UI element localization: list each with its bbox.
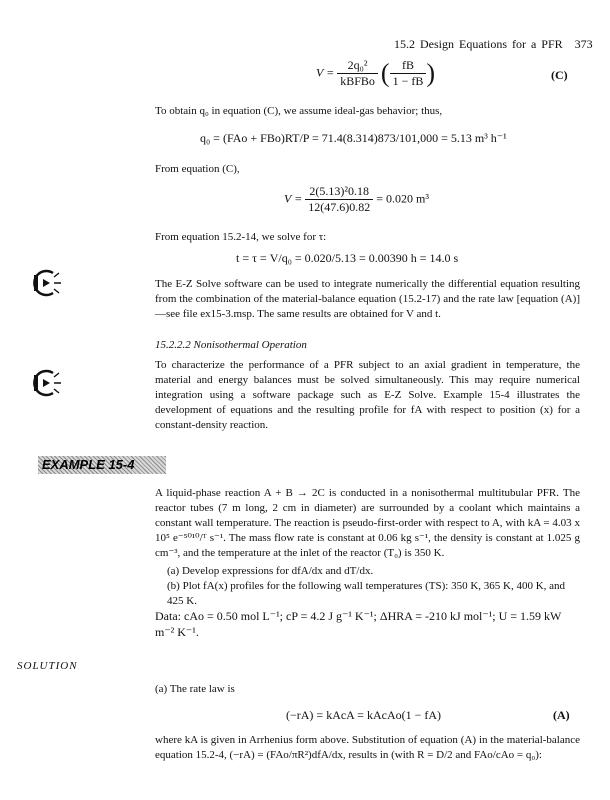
section-title: 15.2 Design Equations for a PFR	[394, 37, 563, 51]
example-label: EXAMPLE 15-4	[42, 457, 135, 472]
data-line: Data: cAo = 0.50 mol L⁻¹; cP = 4.2 J g⁻¹ K⁻¹; ΔHRA = -210 kJ mol⁻¹; U = 1.59 kW m⁻² K⁻¹.	[155, 609, 562, 639]
equation-q0: q₀ = (FAo + FBo)RT/P = 71.4(8.314)873/101,000 = 5.13 m³ h⁻¹	[200, 131, 507, 145]
equation-residence-time: t = τ = V/q₀ = 0.020/5.13 = 0.00390 h = 14.0 s	[236, 251, 459, 265]
solution-part-a: (a) The rate law is	[155, 683, 235, 695]
equation-c-lhs: V =	[316, 65, 335, 80]
list-item: (b) Plot fA(x) profiles for the following wall temperatures (TS): 350 K, 365 K, 400 K, and 425 K.	[167, 580, 566, 607]
example-text: A liquid-phase reaction A + B → 2C is conducted in a nonisothermal multitubular PFR. The reactor tubes (7 m long, 2 cm in diameter) are surrounded by a coolant which maintains a constant wall temperature. The reaction is pseudo-first-order with respect to A, with kA = 4.03 x 10⁵ e⁻⁵⁰¹⁰/ᵀ s⁻¹. The mass flow rate is constant at 0.06 kg s⁻¹, the density is constant at 1.025 g cm⁻³, and the temperature at the inlet of the reactor (T₀) is 350 K.	[155, 487, 580, 559]
example-label-bar	[38, 456, 166, 474]
page-number: 373	[574, 37, 593, 51]
equation-rate-law: (−rA) = kAcA = kAcAo(1 − fA)	[286, 708, 442, 722]
para-where: where kA is given in Arrhenius form above. Substitution of equation (A) in the material-balance equation 15.2-4, (−rA) = (FAo/πR²)dfA/dx, results in (with R = D/2 and FAo/cAo = q₀):	[155, 734, 580, 761]
subsection-heading: 15.2.2.2 Nonisothermal Operation	[155, 339, 307, 351]
equation-c: V = $\frac{\text{2q₀²}}{\text{kBFBo}}$ ( $\frac{fB}{1 - fB}$ )	[316, 58, 436, 88]
para-obtain: To obtain q₀ in equation (C), we assume ideal-gas behavior; thus,	[155, 105, 443, 117]
software-disk-icon	[29, 366, 63, 400]
software-disk-icon	[29, 266, 63, 300]
equation-v: V = $\frac{\text{2(5.13)²0.18}}{12(47.6)0.82}$ = 0.020 m³	[284, 184, 429, 214]
equation-v-fraction: $\frac{\text{2(5.13)²0.18}}{12(47.6)0.82}$	[305, 184, 373, 215]
from-equation-15-2-14: From equation 15.2-14, we solve for τ:	[155, 231, 327, 243]
para-nonisothermal: To characterize the performance of a PFR subject to an axial gradient in temperature, the material and energy balances must be solved simultaneously. This may require numerical integration using a software package such as E-Z Solve. Example 15-4 illustrates the development of equations and the resulting profile for fA with respect to position (x) for a constant-density reaction.	[155, 359, 580, 431]
example-items	[167, 564, 577, 609]
list-item: (a) Develop expressions for dfA/dx and dT/dx.	[167, 565, 374, 577]
equation-a-tag: (A)	[553, 708, 570, 722]
from-equation-c: From equation (C),	[155, 163, 240, 175]
para-ez-solve: The E-Z Solve software can be used to integrate numerically the differential equation resulting from the combination of the material-balance equation (15.2-17) and the rate law [equation (A)]—see file ex15-3.msp. The same results are obtained for V and t.	[155, 278, 580, 320]
equation-c-inner-fraction: $\frac{fB}{1 - fB}$	[390, 58, 427, 89]
solution-label: SOLUTION	[17, 660, 78, 672]
equation-c-tag: (C)	[551, 68, 568, 82]
running-header	[394, 37, 593, 52]
equation-c-fraction: $\frac{\text{2q₀²}}{\text{kBFBo}}$	[337, 58, 378, 89]
